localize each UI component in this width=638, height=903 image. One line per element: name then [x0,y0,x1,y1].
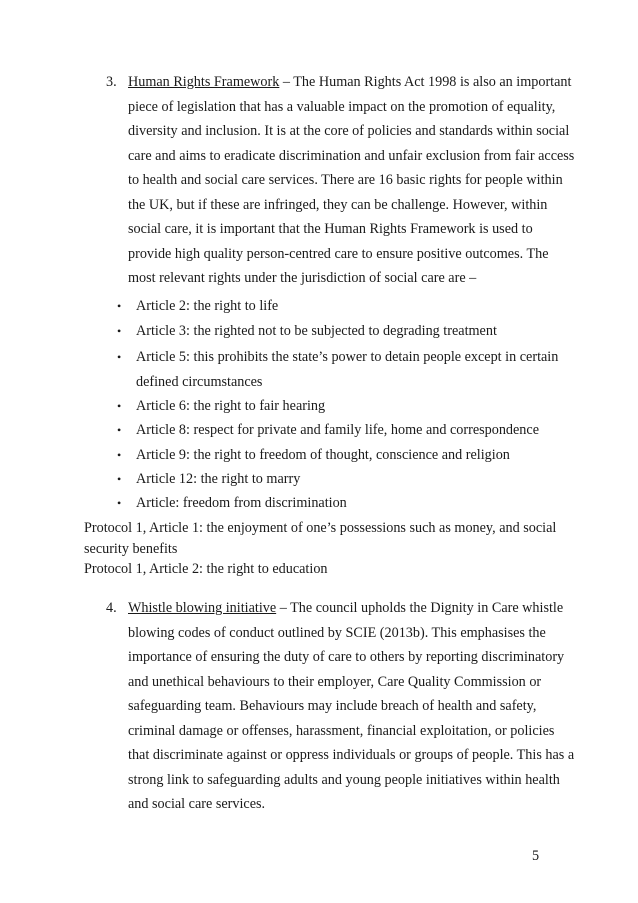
paragraph-line: provide high quality person-centred care to ensure positive outcomes. The [128,245,549,262]
paragraph-line: care and aims to eradicate discrimination and unfair exclusion from fair access [128,147,575,164]
paragraph-line: importance of ensuring the duty of care to others by reporting discriminatory [128,649,565,665]
paragraph-line: safeguarding team. Behaviours may include breach of health and safety, [128,698,537,714]
bullet-text: Article 9: the right to freedom of thought, conscience and religion [136,447,510,463]
paragraph-line: social care, it is important that the Human Rights Framework is used to [128,221,533,237]
paragraph-line: strong link to safeguarding adults and young people initiatives within health [128,771,560,788]
bullet-text: Article 3: the righted not to be subjected to degrading treatment [136,323,497,339]
item-title: Human Rights Framework [128,74,280,90]
bullet-icon: • [117,496,122,510]
paragraph-line: criminal damage or offenses, harassment, financial exploitation, or policies [128,722,555,739]
paragraph-line: that discriminate against or oppress individuals or groups of people. This has a [128,747,575,763]
bullet-text: Article 6: the right to fair hearing [136,398,326,414]
paragraph-line: the UK, but if these are infringed, they can be challenge. However, within [128,196,548,213]
protocol-line: Protocol 1, Article 1: the enjoyment of one’s possessions such as money, and social [84,520,557,536]
paragraph-line: blowing codes of conduct outlined by SCIE (2013b). This emphasises the [128,624,546,641]
paragraph-line: and unethical behaviours to their employer, Care Quality Commission or [128,673,542,690]
bullet-icon: • [117,472,122,486]
list-number: 3. [106,74,117,90]
paragraph-line: – The Human Rights Act 1998 is also an important [279,74,572,90]
bullet-text: Article 5: this prohibits the state’s power to detain people except in certain [136,349,559,365]
item-title: Whistle blowing initiative [128,600,277,616]
list-number: 4. [106,600,117,616]
item-4-whistle-blowing [106,596,575,817]
protocol-line: security benefits [84,540,178,557]
item-3-human-rights-framework [106,70,575,291]
bullet-icon: • [117,299,122,313]
bullet-text: Article 12: the right to marry [136,471,301,487]
paragraph-line: to health and social care services. There are 16 basic rights for people within [128,172,563,188]
bullet-text: Article: freedom from discrimination [136,495,347,511]
bullet-icon: • [117,399,122,413]
bullet-icon: • [117,423,122,437]
protocol-list [84,518,556,580]
bullet-text: Article 8: respect for private and family life, home and correspondence [136,422,539,438]
paragraph-line: and social care services. [128,796,266,812]
paragraph-line: piece of legislation that has a valuable impact on the promotion of equality, [128,98,556,115]
bullet-icon: • [117,448,122,462]
page-number: 5 [532,848,540,864]
bullet-text: Article 2: the right to life [136,298,279,314]
paragraph-line: – The council upholds the Dignity in Care whistle [276,600,564,616]
paragraph-line: diversity and inclusion. It is at the core of policies and standards within social [128,123,570,139]
bullet-icon: • [117,324,122,338]
bullet-icon: • [117,350,122,364]
paragraph-line: most relevant rights under the jurisdiction of social care are – [128,270,477,286]
protocol-line: Protocol 1, Article 2: the right to education [84,561,328,577]
bullet-text: defined circumstances [136,373,263,390]
